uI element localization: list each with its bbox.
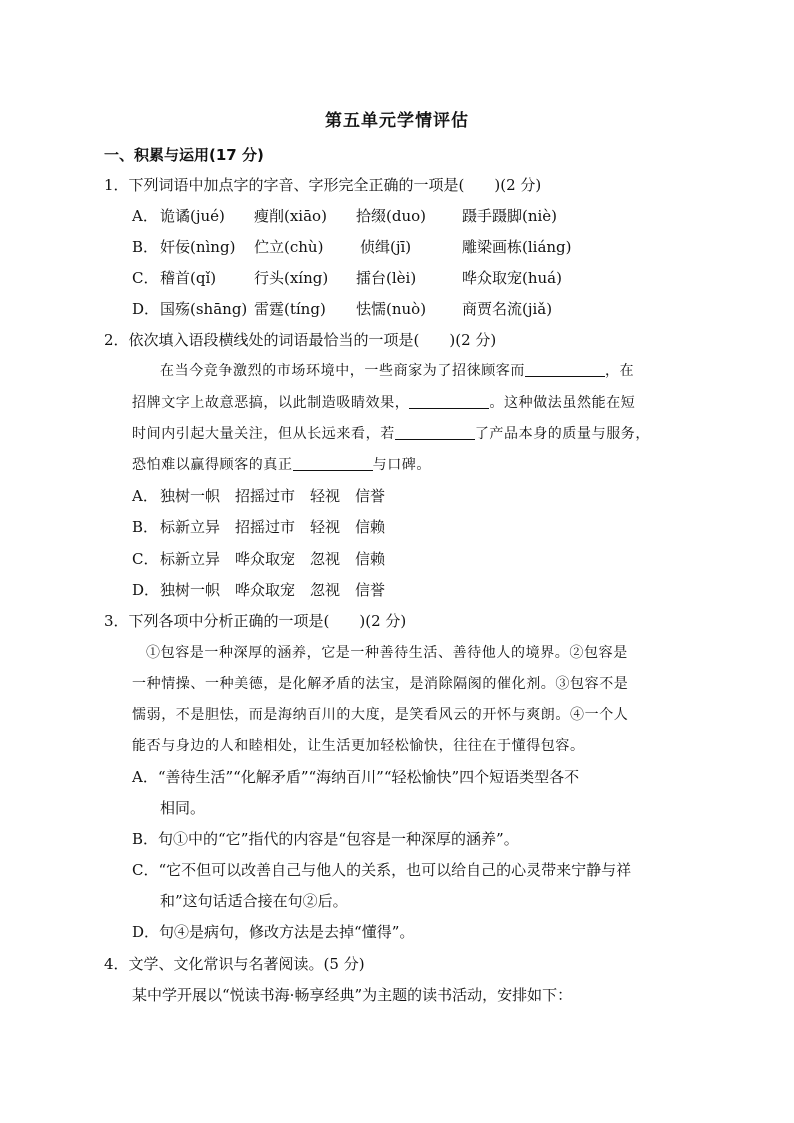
option-label: C． xyxy=(132,550,159,568)
question-3-option-c: C．“它不但可以改善自己与他人的关系，也可以给自己的心灵带来宁静与祥 xyxy=(132,861,632,879)
option-label: B． xyxy=(132,238,159,256)
option-word: 雕梁画栋(liáng) xyxy=(462,238,572,256)
question-4-stem: 4．文学、文化常识与名著阅读。(5 分) xyxy=(104,955,365,973)
fill-blank xyxy=(525,361,605,377)
option-label: B． xyxy=(132,518,159,536)
question-2-passage-line xyxy=(132,424,677,444)
question-1-stem: 1．下列词语中加点字的字音、字形完全正确的一项是( )(2 分) xyxy=(104,176,542,194)
option-word: 瘦削(xiāo) xyxy=(254,207,327,225)
passage-text: 在当今竞争激烈的市场环境中，一些商家为了招徕顾客而 xyxy=(160,363,525,379)
option-word: 侦缉(jī) xyxy=(360,238,412,256)
question-1-option-a xyxy=(132,206,557,226)
option-word: 诡谲(jué) xyxy=(160,207,225,225)
question-1-option-d xyxy=(132,299,552,319)
question-3-option-c-cont: 和”这句话适合接在句②后。 xyxy=(160,892,348,910)
question-2-stem: 2．依次填入语段横线处的词语最恰当的一项是( )(2 分) xyxy=(104,331,497,349)
option-label: D． xyxy=(132,581,160,599)
passage-text: 时间内引起大量关注，但从长远来看，若 xyxy=(132,426,395,442)
option-label: A． xyxy=(132,207,158,225)
question-2-option-d xyxy=(132,580,385,600)
question-2-option-c xyxy=(132,549,385,569)
question-3-option-b: B．句①中的“它”指代的内容是“包容是一种深厚的涵养”。 xyxy=(132,830,519,848)
option-word: 怯懦(nuò) xyxy=(356,300,427,318)
option-word: 稽首(qǐ) xyxy=(160,269,217,287)
question-3-option-a: A．“善待生活”“化解矛盾”“海纳百川”“轻松愉快”四个短语类型各不 xyxy=(132,768,580,786)
question-2-passage-line xyxy=(132,455,677,475)
passage-text: 。这种做法虽然能在短 xyxy=(489,395,636,411)
fill-blank xyxy=(409,393,489,409)
question-3-option-a-cont: 相同。 xyxy=(160,799,206,817)
option-text: 独树一帜 哗众取宠 忽视 信誉 xyxy=(160,581,386,599)
question-2-passage-line xyxy=(160,361,705,381)
question-4-intro: 某中学开展以“悦读书海·畅享经典”为主题的读书活动，安排如下： xyxy=(132,986,573,1004)
option-text: 独树一帜 招摇过市 轻视 信誉 xyxy=(160,487,386,505)
option-word: 行头(xíng) xyxy=(254,269,329,287)
question-3-passage-line: 一种情操、一种美德，是化解矛盾的法宝，是消除隔阂的催化剂。③包容不是 xyxy=(132,676,629,692)
option-word: 雷霆(tíng) xyxy=(254,300,326,318)
question-1-option-c xyxy=(132,268,562,288)
section-heading: 一、积累与运用(17 分) xyxy=(104,146,264,164)
passage-text: 与口碑。 xyxy=(372,457,432,473)
question-3-option-d: D．句④是病句，修改方法是去掉“懂得”。 xyxy=(132,923,415,941)
option-word: 奸佞(nìng) xyxy=(160,238,236,256)
question-2-option-a xyxy=(132,486,385,506)
fill-blank xyxy=(293,455,373,471)
page-title: 第五单元学情评估 xyxy=(325,111,469,131)
option-word: 哗众取宠(huá) xyxy=(462,269,562,287)
question-3-passage-line: 懦弱，不是胆怯，而是海纳百川的大度，是笑看风云的开怀与爽朗。④一个人 xyxy=(132,707,629,723)
question-3-passage-line: ①包容是一种深厚的涵养，它是一种善待生活、善待他人的境界。②包容是 xyxy=(146,645,628,661)
passage-text: ，在 xyxy=(605,363,635,379)
question-2-option-b xyxy=(132,517,385,537)
question-1-option-b xyxy=(132,237,572,257)
option-word: 伫立(chù) xyxy=(254,238,324,256)
option-label: C． xyxy=(132,269,159,287)
option-text: 标新立异 招摇过市 轻视 信赖 xyxy=(160,518,386,536)
option-word: 国殇(shāng) xyxy=(160,300,248,318)
question-2-passage-line xyxy=(132,393,677,413)
option-word: 拾缀(duo) xyxy=(356,207,426,225)
question-3-passage-line: 能否与身边的人和睦相处，让生活更加轻松愉快，往往在于懂得包容。 xyxy=(132,738,585,754)
passage-text: 恐怕难以赢得顾客的真正 xyxy=(132,457,293,473)
option-word: 商贾名流(jiǎ) xyxy=(462,300,553,318)
passage-text: 招牌文字上故意恶搞，以此制造吸睛效果， xyxy=(132,395,410,411)
option-word: 擂台(lèi) xyxy=(356,269,417,287)
option-label: D． xyxy=(132,300,160,318)
option-label: A． xyxy=(132,487,158,505)
option-word: 蹑手蹑脚(niè) xyxy=(462,207,558,225)
passage-text: 了产品本身的质量与服务， xyxy=(474,426,651,442)
fill-blank xyxy=(395,424,475,440)
question-3-stem: 3．下列各项中分析正确的一项是( )(2 分) xyxy=(104,612,407,630)
option-text: 标新立异 哗众取宠 忽视 信赖 xyxy=(160,550,386,568)
